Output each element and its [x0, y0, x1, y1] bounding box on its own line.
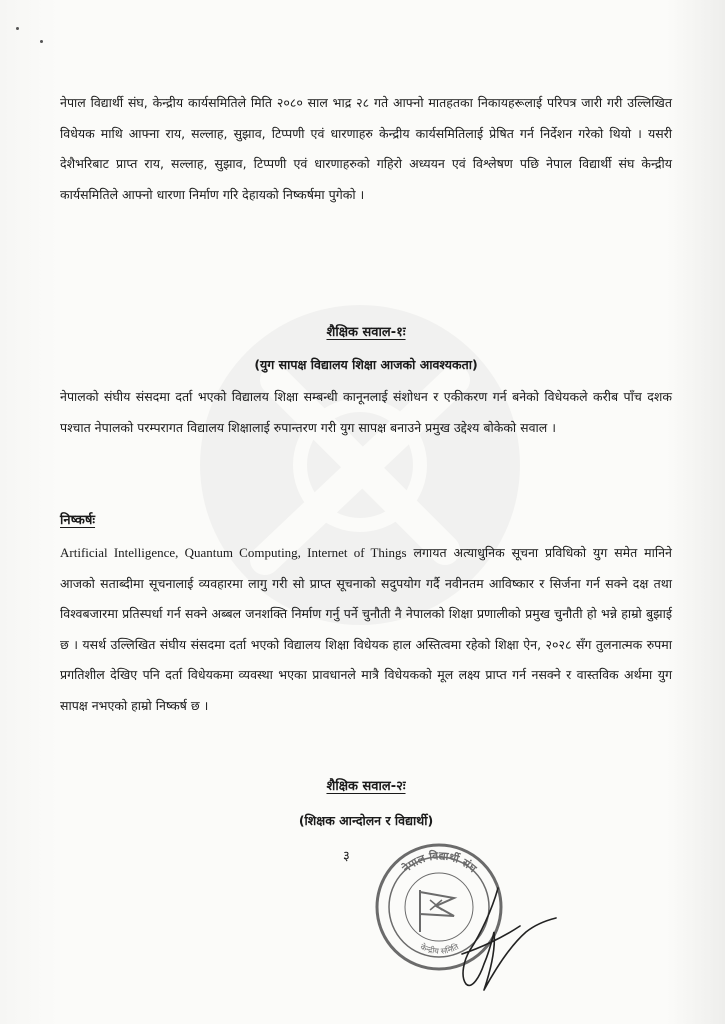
section-2-subtitle: (शिक्षक आन्दोलन र विद्यार्थी)	[298, 813, 434, 828]
intro-paragraph: नेपाल विद्यार्थी संघ, केन्द्रीय कार्यसमितिले मिति २०८० साल भाद्र २८ गते आफ्नो मातहतका निकायहरूलाई परिपत्र जारी गरी उल्लिखित विधेयक माथि आफ्ना राय, सल्लाह, सुझाव, टिप्पणी एवं धारणाहरु केन्द्रीय कार्यसमितिलाई प्रेषित गर्न निर्देशन गरेको थियो । यसरी देशैभरिबाट प्राप्त राय, सल्लाह, सुझाव, टिप्पणी एवं धारणाहरुको गहिरो अध्ययन एवं विश्लेषण पछि नेपाल विद्यार्थी संघ केन्द्रीय कार्यसमितिले आफ्नो धारणा निर्माण गरि देहायको निष्कर्षमा पुगेको ।	[60, 95, 672, 202]
page-number: ३	[343, 849, 350, 864]
conclusion-body	[60, 538, 672, 721]
section-1-title: शैक्षिक सवाल-१ः	[326, 325, 406, 340]
section-1-subtitle: (युग सापक्ष विद्यालय शिक्षा आजको आवश्यकता)	[254, 357, 478, 372]
seal-top-text: नेपाल विद्यार्थी संघ	[399, 849, 480, 876]
signature	[440, 880, 560, 1000]
conclusion-english-terms: Artificial Intelligence, Quantum Computing, Internet of Things	[60, 545, 407, 560]
conclusion-text: लगायत अत्याधुनिक सूचना प्रविधिको युग समेत मानिने आजको सताब्दीमा सूचनालाई व्यवहारमा लागु गरी सो प्राप्त सूचनाको सदुपयोग गर्दै नवीनतम आविष्कार र सिर्जना गर्न सक्ने दक्ष तथा विश्वबजारमा प्रतिस्पर्धा गर्न सक्ने अब्बल जनशक्ति निर्माण गर्नु पर्ने चुनौती नै नेपालको शिक्षा प्रणालीको प्रमुख चुनौती हो भन्ने हाम्रो बुझाई छ । यसर्थ उल्लिखित संघीय संसदमा दर्ता भएको विद्यालय शिक्षा विधेयक हाल अस्तित्वमा रहेको शिक्षा ऐन, २०२८ सँग तुलनात्मक रुपमा प्रगतिशील देखिए पनि दर्ता विधेयकमा व्यवस्था भएका प्रावधानले मात्रै विधेयकको मूल लक्ष्य प्राप्त गर्न नसक्ने र वास्तविक अर्थमा युग सापक्ष नभएको हाम्रो निष्कर्ष छ ।	[60, 545, 672, 713]
scan-speck	[16, 27, 19, 30]
section-1-body: नेपालको संघीय संसदमा दर्ता भएको विद्यालय शिक्षा सम्बन्धी कानूनलाई संशोधन र एकीकरण गर्न बनेको विधेयकले करीब पाँच दशक पश्चात नेपालको परम्परागत विद्यालय शिक्षालाई रुपान्तरण गरी युग सापक्ष बनाउने प्रमुख उद्देश्य बोकेको सवाल ।	[60, 389, 672, 435]
seal-bottom-text: केन्द्रीय समिति	[418, 942, 461, 956]
scan-speck	[40, 40, 43, 43]
section-2-title: शैक्षिक सवाल-२ः	[326, 779, 406, 794]
conclusion-heading: निष्कर्षः	[60, 513, 96, 528]
